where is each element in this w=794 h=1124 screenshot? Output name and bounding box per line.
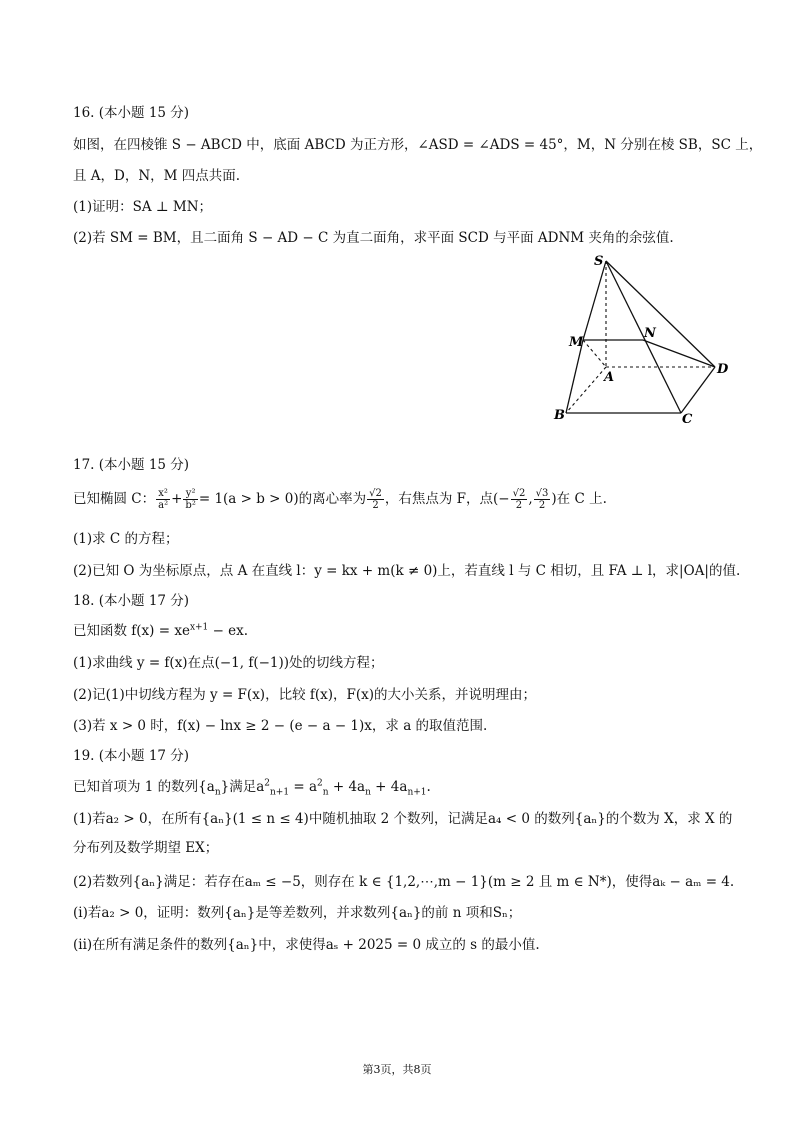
label-S: S xyxy=(594,254,604,269)
edge-MA xyxy=(583,340,606,367)
label-B: B xyxy=(554,408,565,423)
q18-part1: (1)求曲线 y = f(x)在点(−1, f(−1))处的切线方程； xyxy=(73,655,384,671)
edge-SM xyxy=(583,261,606,340)
edge-SD xyxy=(606,261,715,367)
q18-part2: (2)记(1)中切线方程为 y = F(x)，比较 f(x)，F(x)的大小关系，并说明理由； xyxy=(73,687,537,703)
edge-MB xyxy=(566,340,583,413)
edge-CD xyxy=(681,367,715,413)
q16-header: 16. (本小题 15 分) xyxy=(73,105,190,121)
label-A: A xyxy=(604,370,615,385)
q19-part1-line2: 分布列及数学期望 EX； xyxy=(73,840,219,856)
q16-stem-line1: 如图，在四棱锥 S − ABCD 中，底面 ABCD 为正方形，∠ASD = ∠ADS = 45°，M，N 分别在棱 SB，SC 上， xyxy=(73,137,763,153)
q17-part2: (2)已知 O 为坐标原点，点 A 在直线 l：y = kx + m(k ≠ 0)上，若直线 l 与 C 相切，且 FA ⊥ l，求|OA|的值. xyxy=(73,563,741,579)
q16-part2: (2)若 SM = BM，且二面角 S − AD − C 为直二面角，求平面 SCD 与平面 ADNM 夹角的余弦值. xyxy=(73,230,674,246)
q17-header: 17. (本小题 15 分) xyxy=(73,457,190,473)
edge-ND xyxy=(643,340,715,367)
label-N: N xyxy=(644,326,656,341)
q19-stem: 已知首项为 1 的数列$\{a_n\}$满足$a^2_{n+1} = a^2_n + 4a_n + 4a_{n+1}$. xyxy=(73,778,431,798)
label-C: C xyxy=(682,412,693,427)
q17-part1: (1)求 C 的方程； xyxy=(73,531,179,547)
q19-part2-i: (i)若a₂ > 0，证明：数列{aₙ}是等差数列，并求数列{aₙ}的前 n 项和Sₙ； xyxy=(73,905,522,921)
label-M: M xyxy=(569,335,584,350)
q17-stem: 已知椭圆 C： $\frac{\text{x²}}{\text{a²}}$ + $\frac{\text{y²}}{\text{b²}}$ = 1(a > b > 0)的离心率为 $\frac{√2}{2}$ ，右焦点为 F，点(− $\frac{√2}{2}$ , $\frac{√3}{2}$ )在 C 上. xyxy=(73,488,607,511)
pyramid-figure xyxy=(548,250,748,430)
q18-stem: 已知函数 $f(x) = xe^{x+1}$ − ex. xyxy=(73,622,249,639)
q16-part1: (1)证明：SA ⊥ MN； xyxy=(73,199,213,215)
q18-part3: (3)若 x > 0 时，f(x) − lnx ≥ 2 − (e − a − 1)x，求 a 的取值范围. xyxy=(73,718,488,734)
q19-part1-line1: (1)若a₂ > 0，在所有{aₙ}(1 ≤ n ≤ 4)中随机抽取 2 个数列，记满足a₄ < 0 的数列{aₙ}的个数为 X，求 X 的 xyxy=(73,811,733,827)
q18-header: 18. (本小题 17 分) xyxy=(73,593,190,609)
page-footer: 第3页，共8页 xyxy=(362,1063,432,1076)
q16-stem-line2: 且 A，D，N，M 四点共面. xyxy=(73,168,241,184)
label-D: D xyxy=(717,362,729,377)
q19-header: 19. (本小题 17 分) xyxy=(73,748,190,764)
q19-part2: (2)若数列{aₙ}满足：若存在aₘ ≤ −5，则存在 k ∈ {1,2,⋯,m − 1}(m ≥ 2 且 m ∈ N*)，使得aₖ − aₘ = 4. xyxy=(73,874,735,890)
q19-part2-ii: (ii)在所有满足条件的数列{aₙ}中，求使得aₛ + 2025 = 0 成立的 s 的最小值. xyxy=(73,937,540,953)
